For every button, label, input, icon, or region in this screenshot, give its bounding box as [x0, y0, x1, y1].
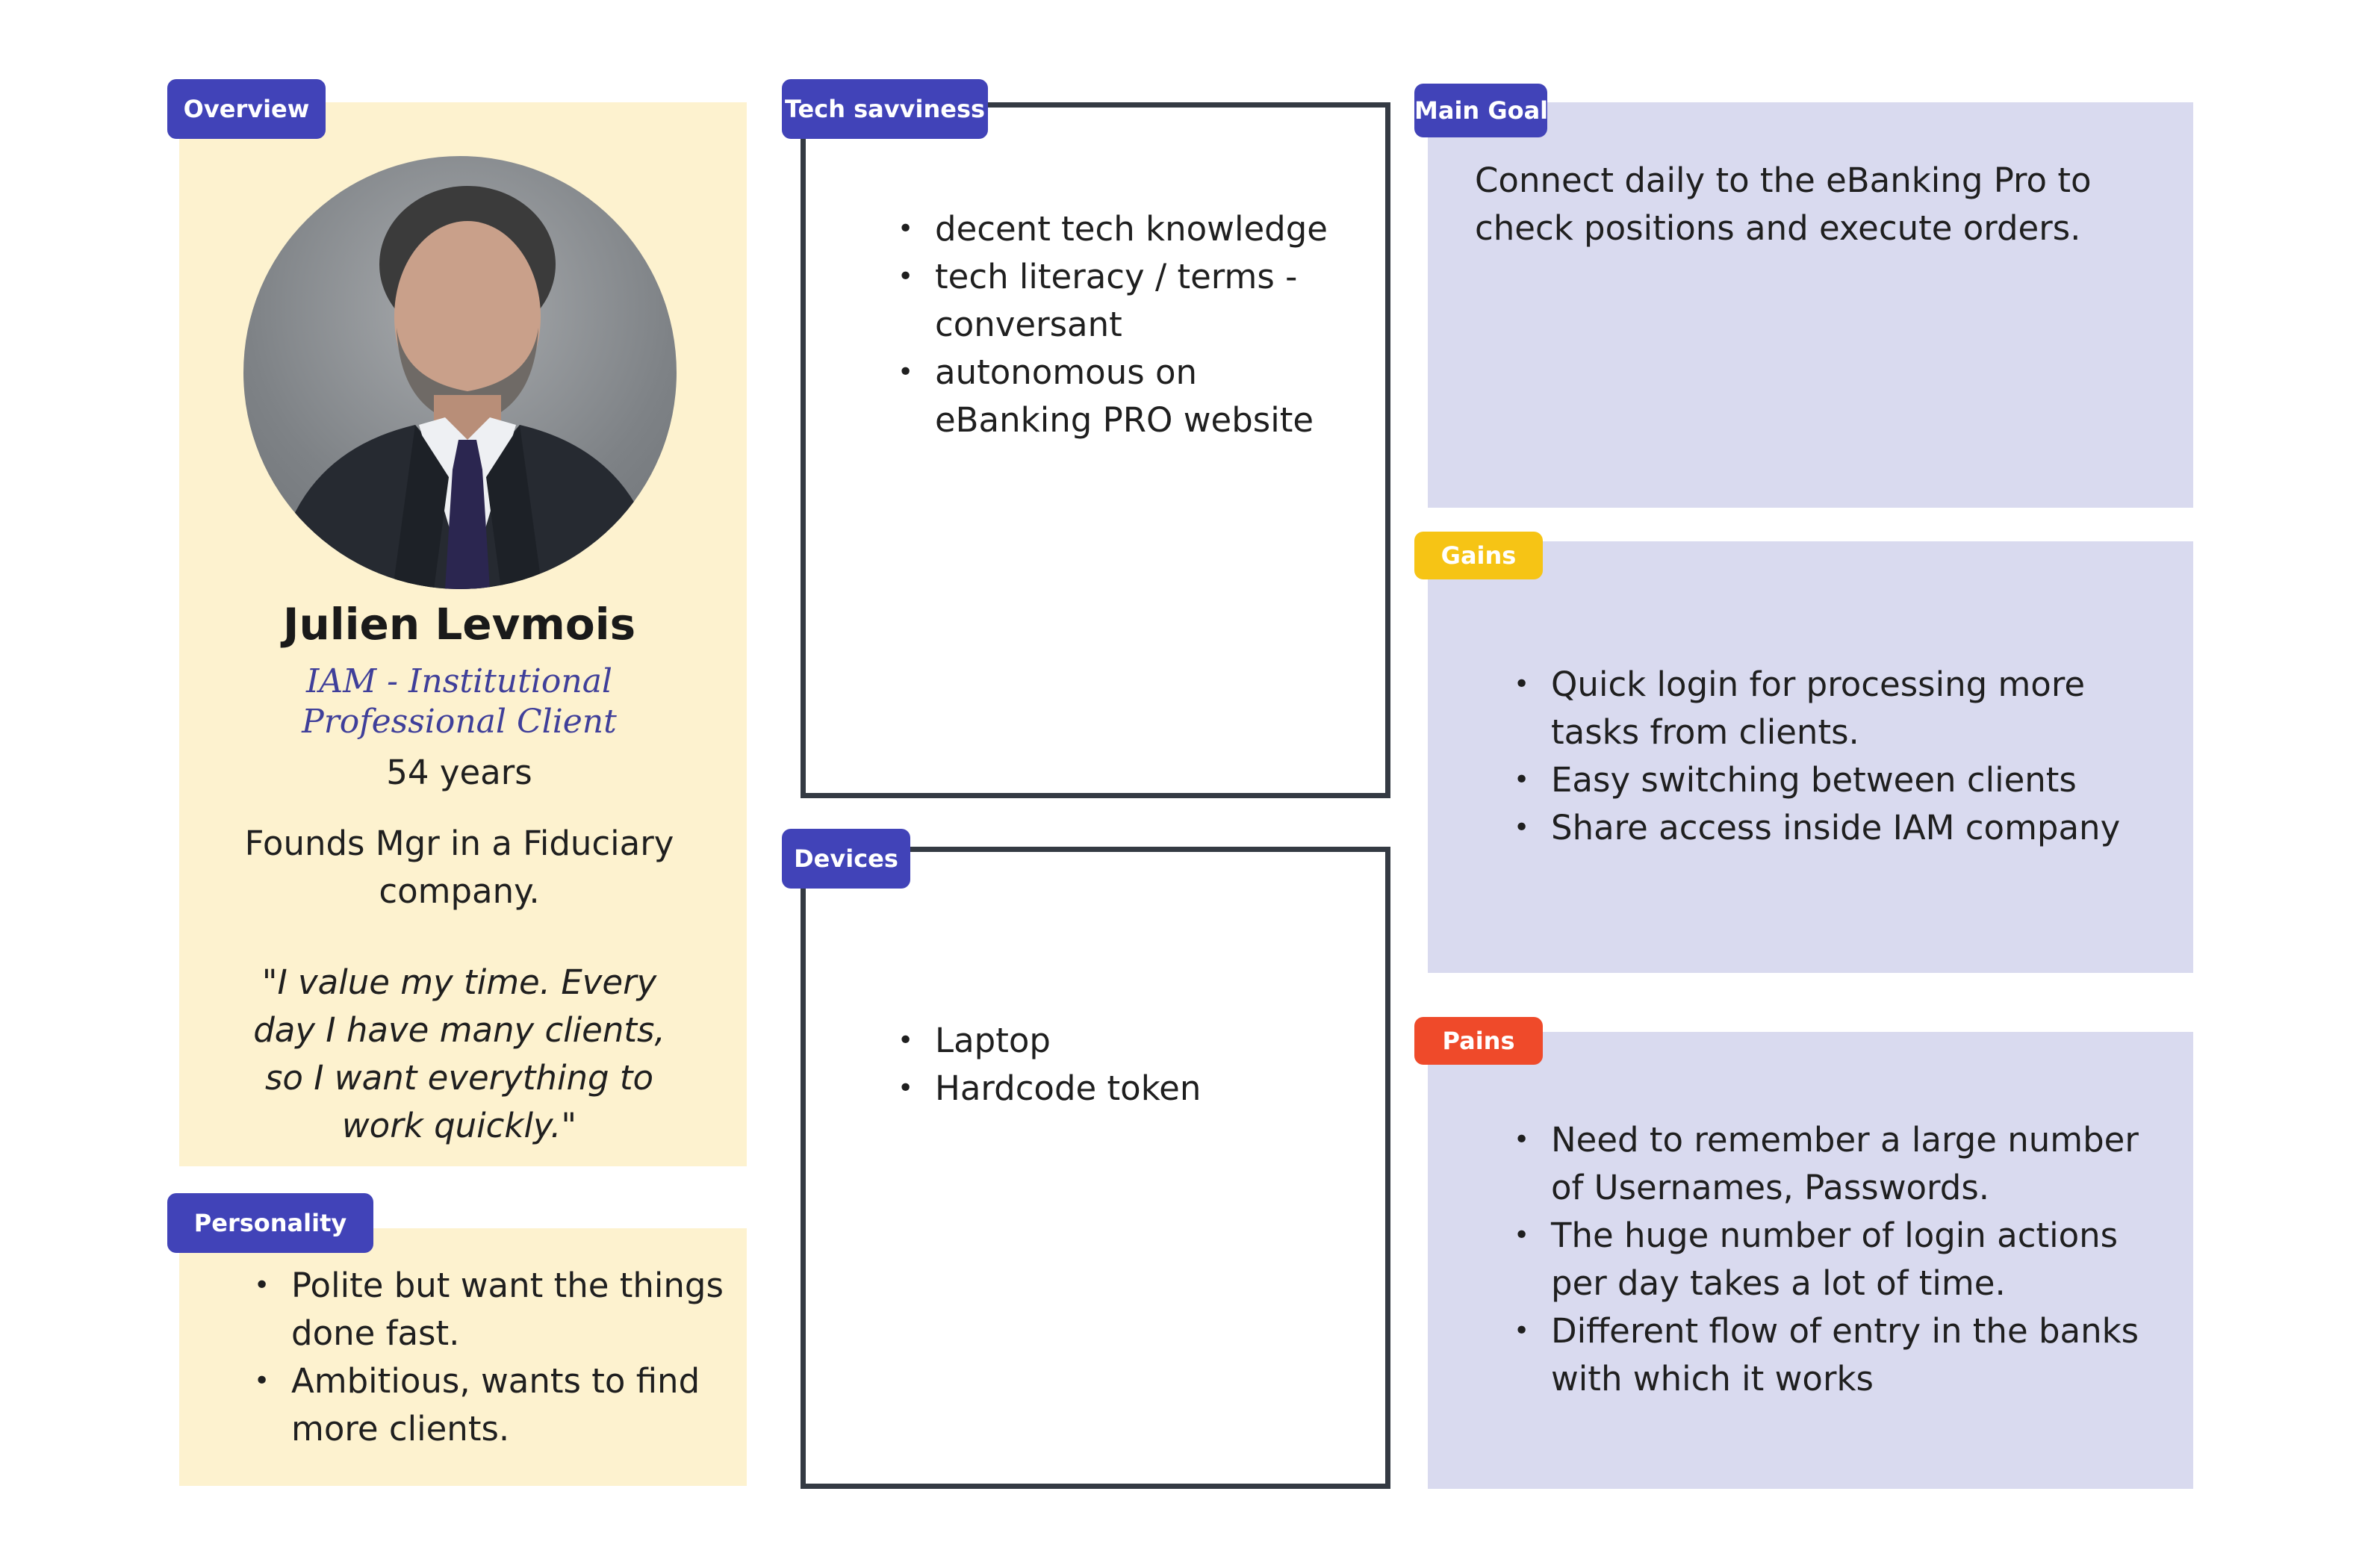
tech-savviness-tag: Tech savviness — [782, 79, 988, 139]
avatar — [243, 156, 677, 589]
gains-list — [1514, 661, 2171, 852]
persona-job: Founds Mgr in a Fiduciary company. — [244, 824, 674, 911]
list-item: • Need to remember a large number of Usernames, Passwords. — [1514, 1116, 2171, 1212]
list-item: • Laptop — [898, 1017, 1361, 1065]
devices-list — [898, 1017, 1361, 1113]
gains-tag: Gains — [1414, 532, 1543, 579]
list-item: • tech literacy / terms - conversant — [898, 253, 1361, 349]
main-goal-tag: Main Goal — [1414, 84, 1547, 137]
tech-savviness-list — [898, 205, 1361, 444]
list-item: • Share access inside IAM company — [1514, 804, 2171, 852]
main-goal-text: Connect daily to the eBanking Pro to check positions and execute orders. — [1475, 161, 2092, 248]
list-item: • Hardcode token — [898, 1065, 1361, 1113]
personality-tag: Personality — [167, 1193, 373, 1253]
devices-tag: Devices — [782, 829, 910, 889]
persona-role: IAM - Institutional Professional Client — [302, 662, 617, 741]
pains-list — [1514, 1116, 2171, 1403]
list-item: • Different flow of entry in the banks with which it works — [1514, 1307, 2171, 1403]
list-item: • Polite but want the things done fast. — [254, 1262, 732, 1357]
list-item: • autonomous on eBanking PRO website — [898, 349, 1361, 444]
list-item: • The huge number of login actions per day takes a lot of time. — [1514, 1212, 2171, 1307]
overview-tag: Overview — [167, 79, 326, 139]
personality-list — [254, 1262, 732, 1453]
persona-name: Julien Levmois — [282, 599, 636, 650]
list-item: • Easy switching between clients — [1514, 756, 2171, 804]
pains-tag: Pains — [1414, 1017, 1543, 1065]
list-item: • Quick login for processing more tasks from clients. — [1514, 661, 2171, 756]
list-item: • decent tech knowledge — [898, 205, 1361, 253]
persona-age: 54 years — [386, 753, 532, 792]
devices-card — [801, 847, 1390, 1489]
list-item: • Ambitious, wants to find more clients. — [254, 1357, 732, 1453]
portrait-photo-icon — [243, 156, 677, 589]
persona-quote: "I value my time. Every day I have many clients, so I want everything to work quickly." — [253, 962, 665, 1145]
